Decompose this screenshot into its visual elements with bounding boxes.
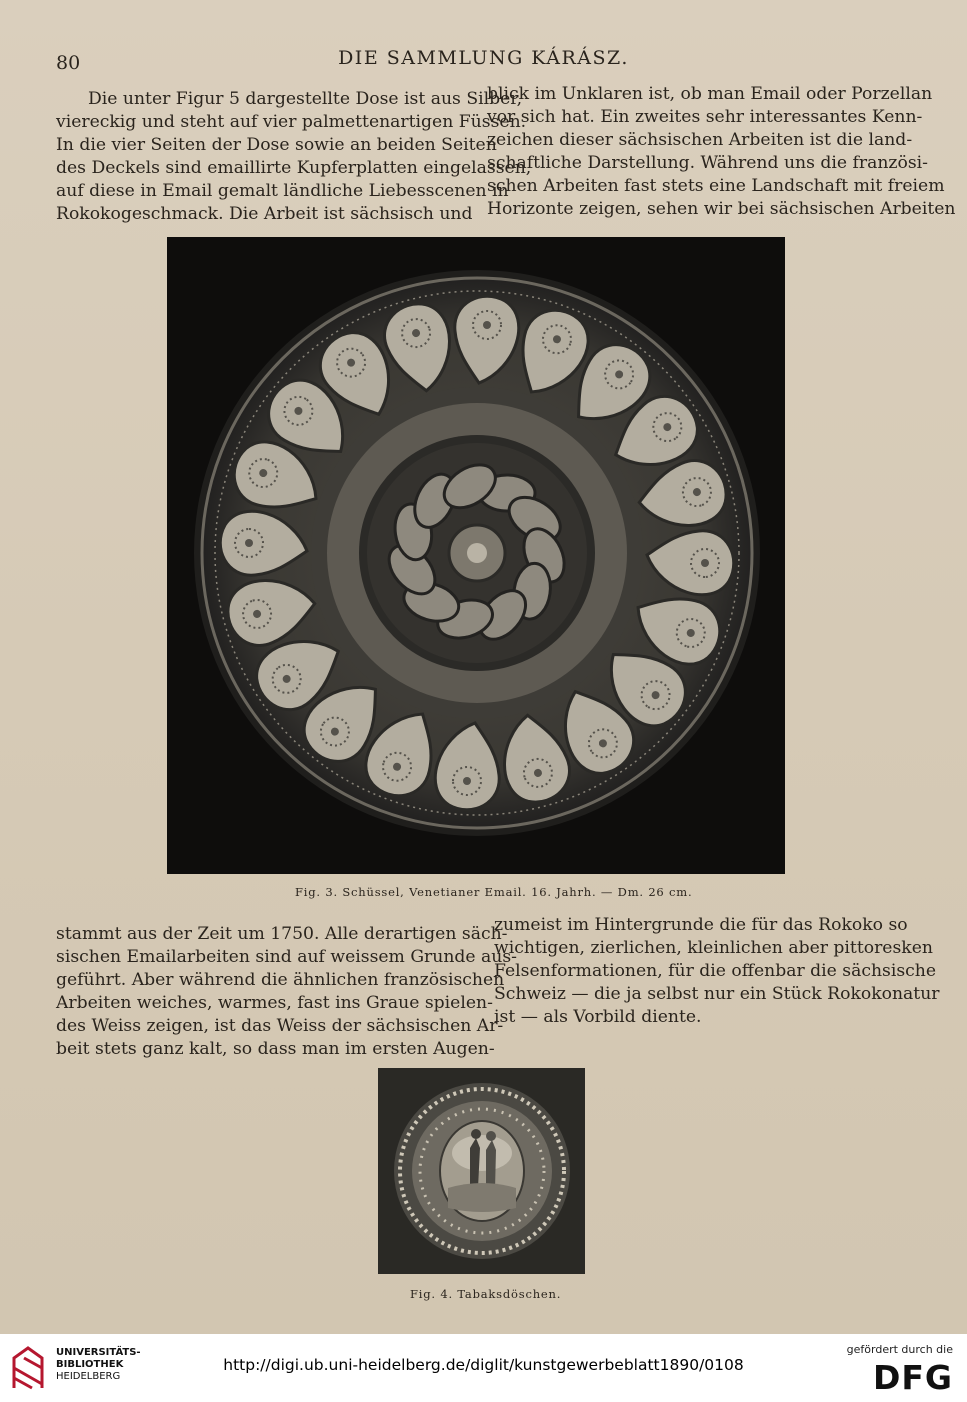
text-line: Die unter Figur 5 dargestellte Dose ist aus Silber,	[88, 89, 523, 109]
library-name-line: BIBLIOTHEK	[56, 1359, 124, 1370]
text-line: geführt. Aber während die ähnlichen französischen	[56, 970, 505, 990]
text-column-top-left	[56, 88, 532, 226]
page-number: 80	[56, 52, 81, 74]
enamel-dish-illustration	[167, 237, 785, 874]
running-title: DIE SAMMLUNG KÁRÁSZ.	[338, 47, 629, 69]
text-line: Arbeiten weiches, warmes, fast ins Graue spielen-	[56, 993, 493, 1013]
figure-3-caption: Fig. 3. Schüssel, Venetianer Email. 16. Jahrh. — Dm. 26 cm.	[295, 885, 693, 899]
text-line: Horizonte zeigen, sehen wir bei sächsischen Arbeiten	[487, 199, 956, 219]
digitization-footer	[0, 1334, 967, 1402]
text-line: ist — als Vorbild diente.	[494, 1007, 702, 1027]
text-line: blick im Unklaren ist, ob man Email oder Porzellan	[487, 84, 933, 104]
source-url-link[interactable]: http://digi.ub.uni-heidelberg.de/diglit/kunstgewerbeblatt1890/0108	[223, 1356, 744, 1374]
library-name-line: HEIDELBERG	[56, 1371, 121, 1382]
dfg-logo: DFG	[872, 1358, 953, 1397]
text-line: schaftliche Darstellung. Während uns die französi-	[487, 153, 928, 173]
text-line: beit stets ganz kalt, so dass man im ersten Augen-	[56, 1039, 495, 1059]
text-column-top-right	[487, 83, 956, 221]
snuffbox-illustration	[378, 1068, 585, 1274]
text-line: In die vier Seiten der Dose sowie an beiden Seiten	[56, 135, 497, 155]
text-column-bottom-right	[494, 914, 940, 1029]
text-line: zeichen dieser sächsischen Arbeiten ist die land-	[487, 130, 913, 150]
text-line: zumeist im Hintergrunde die für das Rokoko so	[494, 915, 908, 935]
library-name-line: UNIVERSITÄTS-	[56, 1347, 141, 1358]
text-column-bottom-left	[56, 923, 517, 1061]
text-line: vor sich hat. Ein zweites sehr interessantes Kenn-	[487, 107, 923, 127]
text-line: sischen Emailarbeiten sind auf weissem Grunde aus-	[56, 947, 517, 967]
text-line: des Deckels sind emaillirte Kupferplatten eingelassen,	[56, 158, 532, 178]
text-line: auf diese in Email gemalt ländliche Liebesscenen in	[56, 181, 509, 201]
text-line: Felsenformationen, für die offenbar die sächsische	[494, 961, 937, 981]
text-line: des Weiss zeigen, ist das Weiss der sächsischen Ar-	[56, 1016, 504, 1036]
text-line: Schweiz — die ja selbst nur ein Stück Rokokonatur	[494, 984, 940, 1004]
text-line: wichtigen, zierlichen, kleinlichen aber pittoresken	[494, 938, 933, 958]
figure-3-enamel-dish	[167, 237, 785, 874]
figure-4-snuffbox	[378, 1068, 585, 1274]
text-line: stammt aus der Zeit um 1750. Alle derartigen säch-	[56, 924, 508, 944]
text-line: viereckig und steht auf vier palmettenartigen Füssen.	[56, 112, 527, 132]
text-line: schen Arbeiten fast stets eine Landschaft mit freiem	[487, 176, 945, 196]
figure-4-caption: Fig. 4. Tabaksdöschen.	[410, 1287, 562, 1301]
funding-label: gefördert durch die	[846, 1343, 953, 1356]
text-line: Rokokogeschmack. Die Arbeit ist sächsisch und	[56, 204, 473, 224]
